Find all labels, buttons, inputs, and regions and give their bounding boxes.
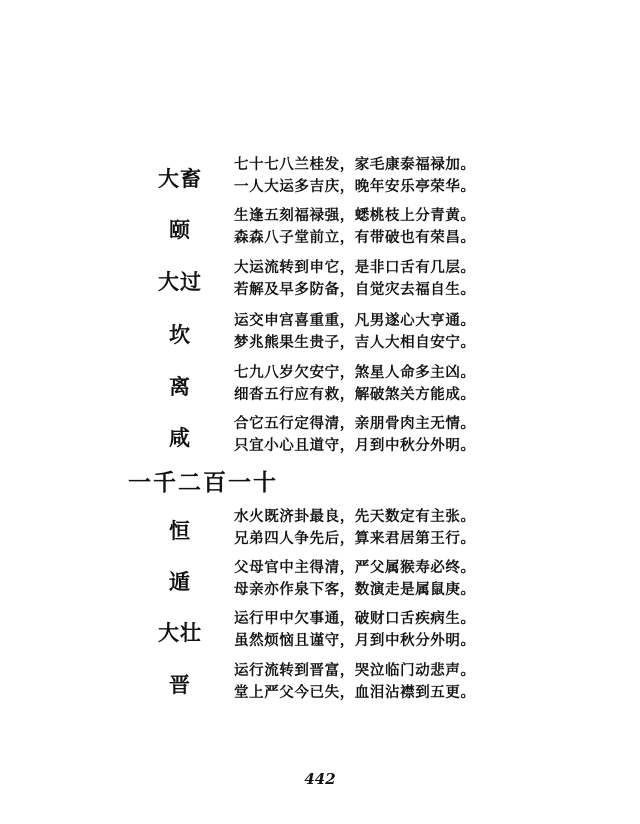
verse-line: 梦兆熊果生贵子，吉人大相自安宁。: [234, 334, 476, 351]
verse-line: 生逢五刻福禄强，蟋桃枝上分青黄。: [234, 207, 476, 224]
hexagram-name: 晋: [169, 672, 191, 697]
hexagram-entry: [0, 257, 640, 303]
hexagram-entry: [0, 608, 640, 654]
hexagram-name: 坎: [169, 322, 191, 347]
verse-line: 运行甲中欠事通，破财口舌疾病生。: [234, 610, 476, 627]
hexagram-name: 恒: [169, 518, 191, 543]
hexagram-name: 遁: [169, 569, 191, 594]
verse-block: [234, 154, 476, 198]
hexagram-entry: [0, 154, 640, 200]
verse-line: 七九八岁欠安宁，煞星人命多主凶。: [234, 364, 476, 381]
verse-block: [234, 257, 476, 301]
verse-line: 运行流转到晋富，哭泣临门动悲声。: [234, 662, 476, 679]
verse-line: 细沓五行应有救，解破煞关方能成。: [234, 386, 476, 403]
hexagram-name: 咸: [169, 425, 191, 450]
verse-line: 运交申宫喜重重，凡男遂心大亨通。: [234, 312, 476, 329]
hexagram-name: 颐: [169, 217, 191, 242]
verse-line: 森森八子堂前立，有带破也有荣昌。: [234, 229, 476, 246]
verse-line: 一人大运多吉庆，晚年安乐亭荣华。: [234, 178, 476, 195]
verse-line: 堂上严父今已失，血泪沾襟到五更。: [234, 684, 476, 701]
hexagram-name: 大畜: [158, 166, 202, 191]
verse-block: [234, 557, 476, 601]
page-number: 442: [304, 770, 336, 788]
hexagram-entry: [0, 310, 640, 356]
hexagram-entry: [0, 506, 640, 552]
section-heading: 一千二百一十: [128, 469, 278, 496]
verse-block: [234, 205, 476, 249]
hexagram-entry: [0, 362, 640, 408]
verse-line: 大运流转到申它，是非口舌有几层。: [234, 259, 476, 276]
verse-line: 父母官中主得清，严父属猴寿必终。: [234, 559, 476, 576]
hexagram-name: 离: [169, 374, 191, 399]
verse-block: [234, 310, 476, 354]
hexagram-entry: [0, 205, 640, 251]
verse-line: 虽然烦恼且谨守，月到中秋分外明。: [234, 632, 476, 649]
verse-block: [234, 413, 476, 457]
verse-line: 若解及早多防备，自觉灾去福自生。: [234, 281, 476, 298]
verse-block: [234, 362, 476, 406]
verse-block: [234, 608, 476, 652]
hexagram-entry: [0, 660, 640, 706]
verse-block: [234, 506, 476, 550]
verse-line: 母亲亦作泉下客，数演走是属鼠庚。: [234, 581, 476, 598]
verse-line: 七十七八兰桂发，家毛康泰福禄加。: [234, 156, 476, 173]
verse-line: 兄弟四人争先后，算来君居第王行。: [234, 530, 476, 547]
hexagram-entry: [0, 557, 640, 603]
verse-line: 只宜小心且道守，月到中秋分外明。: [234, 437, 476, 454]
verse-line: 水火既济卦最良，先天数定有主张。: [234, 508, 476, 525]
hexagram-name: 大壮: [158, 620, 202, 645]
verse-block: [234, 660, 476, 704]
verse-line: 合它五行定得清，亲朋骨肉主无情。: [234, 415, 476, 432]
hexagram-entry: [0, 413, 640, 459]
hexagram-name: 大过: [158, 269, 202, 294]
